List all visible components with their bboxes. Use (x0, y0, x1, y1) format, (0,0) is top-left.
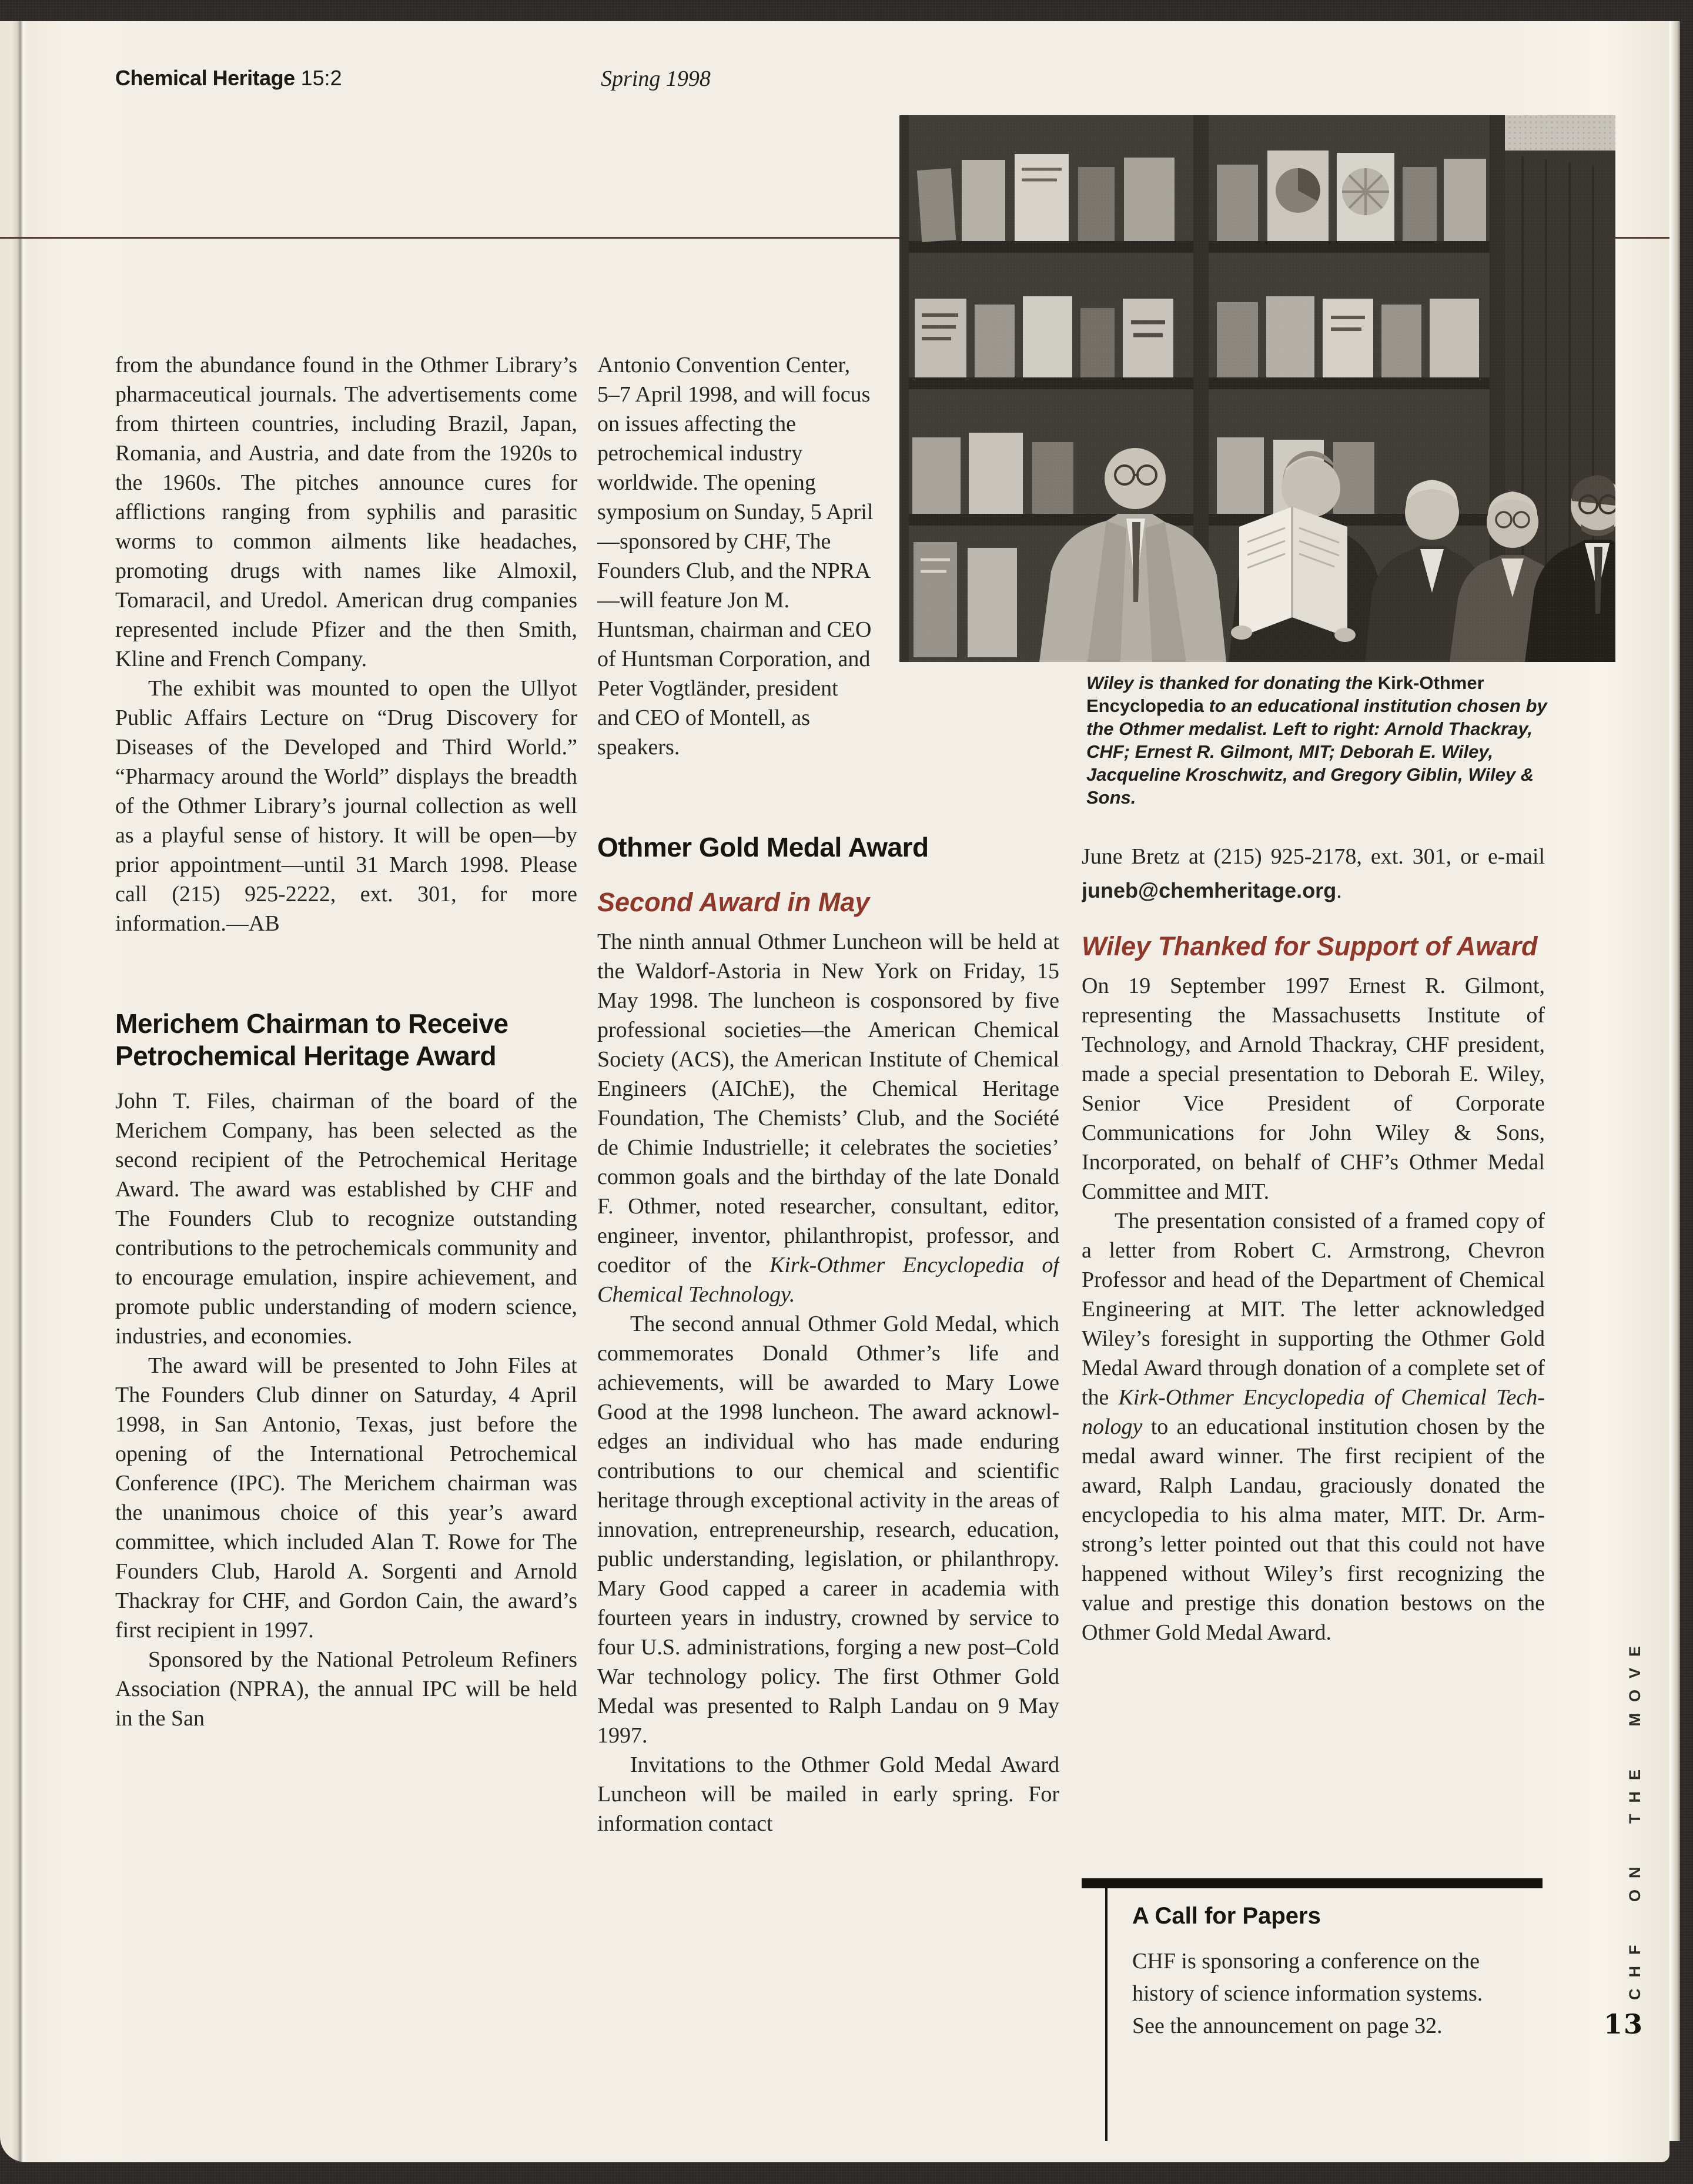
paragraph: Sponsored by the National Petroleum Refiners Association (NPRA), the annual IPC will be held in the San (115, 1647, 577, 1731)
paragraph: The award will be presented to John Files at The Founders Club dinner on Saturday, 4 April 1998, in San Antonio, Texas, just before the opening of the International Petrochemical Conference (IPC). The Merichem chairman was the unanimous choice of this year’s award committee, which included Alan T. Rowe for The Founders Club, Harold A. Sorgenti and Arnold Thackray for CHF, and Gordon Cain, the award’s first recipient in 1997. (115, 1353, 577, 1643)
box-top-rule (1082, 1878, 1543, 1888)
paragraph: The presentation consisted of a framed copy of a letter from Robert C. Armstrong, Chevron Professor and head of the Department of Chemical Engineering at MIT. The letter acknowledged Wiley’s foresight in supporting the Othmer Gold Medal Award through donation of a complete set of the Kirk-Othmer Encyclopedia of Chemical Technology to an educational institution chosen by the medal award winner. The first recipient of the award, Ralph Landau, graciously donated the encyclopedia to his alma mater, MIT. Dr. Armstrong’s letter pointed out that this could not have happened without Wiley’s first recognizing the value and prestige this donation bestows on the Othmer Gold Medal Award. (1082, 1209, 1545, 1645)
call-for-papers-box (1082, 1878, 1543, 2142)
paragraph: The second annual Othmer Gold Medal, which commemorates Donald Othmer’s life and achievements, will be awarded to Mary Lowe Good at the 1998 luncheon. The award acknowledges an individual who has made enduring contributions to our chemical and scientific heritage through exceptional activity in the areas of innovation, entrepreneurship, research, education, public understanding, legislation, or philanthropy. Mary Good capped a career in academia with fourteen years in industry, crowned by service to four U.S. administrations, forging a new post–Cold War technology policy. The first Othmer Gold Medal was presented to Ralph Landau on 9 May 1997. (597, 1312, 1059, 1748)
paragraph: On 19 September 1997 Ernest R. Gilmont, representing the Massachusetts Institute of Technology, and Arnold Thackray, CHF president, made a special presentation to Deborah E. Wiley, Senior Vice President of Corporate Communications for John Wiley & Sons, Incorporated, on behalf of CHF’s Othmer Medal Committee and MIT. (1082, 974, 1545, 1204)
page-number: 13 (1603, 2008, 1644, 2040)
paragraph: from the abundance found in the Othmer Library’s pharmaceutical journals. The advertisements come from thirteen countries, including Brazil, Japan, Romania, and Austria, and date from the 1920s to the 1960s. The pitches announce cures for afflictions ranging from syphilis and parasitic worms to common ailments like headaches, promoting drugs with names like Almoxil, Tomaracil, and Uredol. American drug companies represented include Pfizer and the then Smith, Kline and French Company. (115, 353, 577, 671)
section-heading-merichem: Merichem Chairman to Receive Petrochemical Heritage Award (115, 1008, 508, 1071)
paragraph: John T. Files, chairman of the board of the Merichem Company, has been selected as the second recipient of the Petrochemical Heritage Award. The award was established by CHF and The Founders Club to recognize outstanding contributions to the petrochemicals community and to encourage emulation, inspire achievement, and promote public understanding of modern science, industries, and economies. (115, 1089, 577, 1349)
paragraph: Antonio Convention Center, 5–7 April 1998, and will focus on issues affecting the petrochemical industry worldwide. The opening symposium on Sunday, 5 April—sponsored by CHF, The Founders Club, and the NPRA—will feature Jon M. Huntsman, chairman and CEO of Huntsman Corporation, and Peter Vogtländer, president and CEO of Montell, as speakers. (597, 353, 874, 760)
paragraph: The exhibit was mounted to open the Ullyot Public Affairs Lecture on “Drug Discovery for Diseases of the Developed and Third World.” “Pharmacy around the World” displays the breadth of the Othmer Library’s journal collection as well as a playful sense of history. It will be open—by prior appointment—until 31 March 1998. Please call (215) 925-2222, ext. 301, for more information.—AB (115, 676, 577, 936)
section-vertical-label: CHF ON THE MOVE (1626, 1634, 1644, 2000)
subheading-second-award-in-may: Second Award in May (597, 887, 870, 917)
box-body: CHF is sponsoring a conference on the history of science information systems. See the announcement on page 32. (1132, 1949, 1483, 2038)
journal-title: Chemical Heritage (115, 66, 295, 90)
column-left (115, 350, 577, 2105)
photo-caption: Wiley is thanked for donating the Kirk-Othmer Encyclopedia to an educational institution chosen by the Othmer medalist. Left to right: Arnold Thackray, CHF; Ernest R. Gilmont, MIT; Deborah E. Wiley, Jacqueline Kroschwitz, and Gregory Giblin, Wiley & Sons. (1086, 673, 1547, 808)
paragraph: Invitations to the Othmer Gold Medal Award Luncheon will be mailed in early spring. For information contact (597, 1752, 1059, 1836)
paragraph: The ninth annual Othmer Luncheon will be held at the Waldorf-Astoria in New York on Friday, 15 May 1998. The luncheon is cosponsored by five professional societies—the American Chemical Society (ACS), the American Institute of Chemical Engineers (AIChE), the Chemical Heritage Foundation, The Chemists’ Club, and the Société de Chimie Industrielle; it celebrates the societies’ common goals and the birthday of the late Donald F. Othmer, noted researcher, consultant, editor, engineer, inventor, philanthropist, professor, and coeditor of the Kirk-Othmer Encyclopedia of Chemical Technology. (597, 929, 1059, 1307)
issue-number: 15:2 (300, 66, 342, 90)
box-left-rule (1105, 1888, 1108, 2141)
box-heading: A Call for Papers (1132, 1903, 1321, 1929)
page-gutter-crease (12, 21, 28, 2162)
column-middle (597, 350, 1059, 2076)
section-heading-othmer-gold-medal: Othmer Gold Medal Award (597, 832, 929, 862)
running-header-season: Spring 1998 (601, 66, 711, 91)
subheading-wiley-thanked: Wiley Thanked for Support of Award (1082, 931, 1538, 961)
contact-paragraph: June Bretz at (215) 925-2178, ext. 301, or e-mail juneb@chemheritage.org. (1082, 844, 1545, 903)
running-header-journal (115, 66, 342, 91)
column-right (1082, 840, 1545, 1807)
